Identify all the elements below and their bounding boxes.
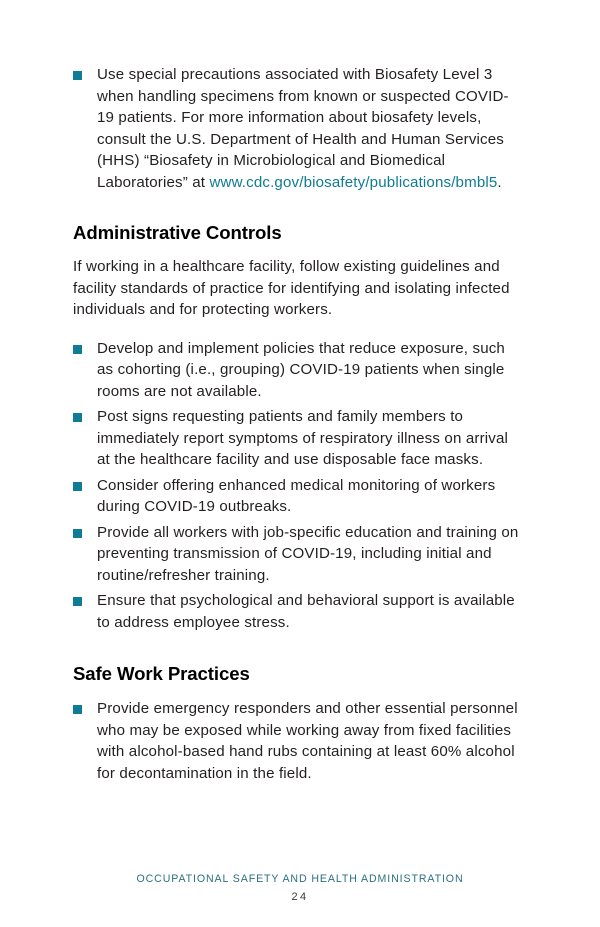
intro-bullet-list: [73, 64, 525, 193]
bullet-text-tail: .: [497, 173, 502, 191]
list-item: [73, 590, 525, 633]
page-content: [73, 64, 525, 784]
square-bullet-icon: [73, 705, 82, 714]
footer-agency-name: OCCUPATIONAL SAFETY AND HEALTH ADMINISTRATION: [136, 873, 464, 885]
list-item-text: Post signs requesting patients and family members to immediately report symptoms of respiratory illness on arrival at the healthcare facility and use disposable face masks.: [97, 408, 509, 468]
list-item-text: Ensure that psychological and behavioral support is available to address employee stress.: [97, 592, 515, 631]
spacer: [73, 633, 525, 663]
square-bullet-icon: [73, 71, 82, 80]
page-number: 24: [291, 891, 309, 903]
square-bullet-icon: [73, 413, 82, 422]
safe-work-practices-bullet-list: [73, 698, 525, 784]
list-item: [73, 522, 525, 587]
section-heading-safe-work-practices: Safe Work Practices: [73, 663, 250, 684]
list-item: [73, 338, 525, 403]
list-item: [73, 406, 525, 471]
list-item-text: Provide emergency responders and other essential personnel who may be exposed while working away from fixed facilities with alcohol-based hand rubs containing at least 60% alcohol for decontamination in the field.: [97, 700, 518, 782]
cdc-biosafety-link[interactable]: www.cdc.gov/biosafety/publications/bmbl5: [209, 173, 498, 191]
administrative-controls-bullet-list: [73, 338, 525, 634]
square-bullet-icon: [73, 597, 82, 606]
spacer: [73, 321, 525, 338]
section-heading-administrative-controls: Administrative Controls: [73, 222, 282, 243]
section-paragraph-administrative-controls: If working in a healthcare facility, follow existing guidelines and facility standards of practice for identifying and isolating infected individuals and for protecting workers.: [73, 258, 510, 318]
spacer: [73, 244, 525, 256]
list-item-text: Consider offering enhanced medical monitoring of workers during COVID-19 outbreaks.: [97, 476, 496, 515]
list-item: [73, 64, 525, 193]
spacer: [73, 685, 525, 698]
list-item-text: Develop and implement policies that reduce exposure, such as cohorting (i.e., grouping) COVID-19 patients when single rooms are not available.: [97, 339, 505, 400]
square-bullet-icon: [73, 345, 82, 354]
list-item: [73, 475, 525, 518]
square-bullet-icon: [73, 482, 82, 491]
spacer: [73, 193, 525, 222]
page-footer: [0, 872, 600, 905]
list-item-text: Provide all workers with job-specific education and training on preventing transmission of COVID-19, including initial and routine/refresher training.: [97, 523, 519, 584]
square-bullet-icon: [73, 529, 82, 538]
list-item: [73, 698, 525, 784]
bullet-text-lead: Use special precautions associated with Biosafety Level 3 when handling specimens from known or suspected COVID-19 patients. For more information about biosafety levels, consult the U.S. Department of Health and Human Services (HHS) “Biosafety in Microbiological and Biomedical Laboratories” at: [97, 66, 509, 191]
